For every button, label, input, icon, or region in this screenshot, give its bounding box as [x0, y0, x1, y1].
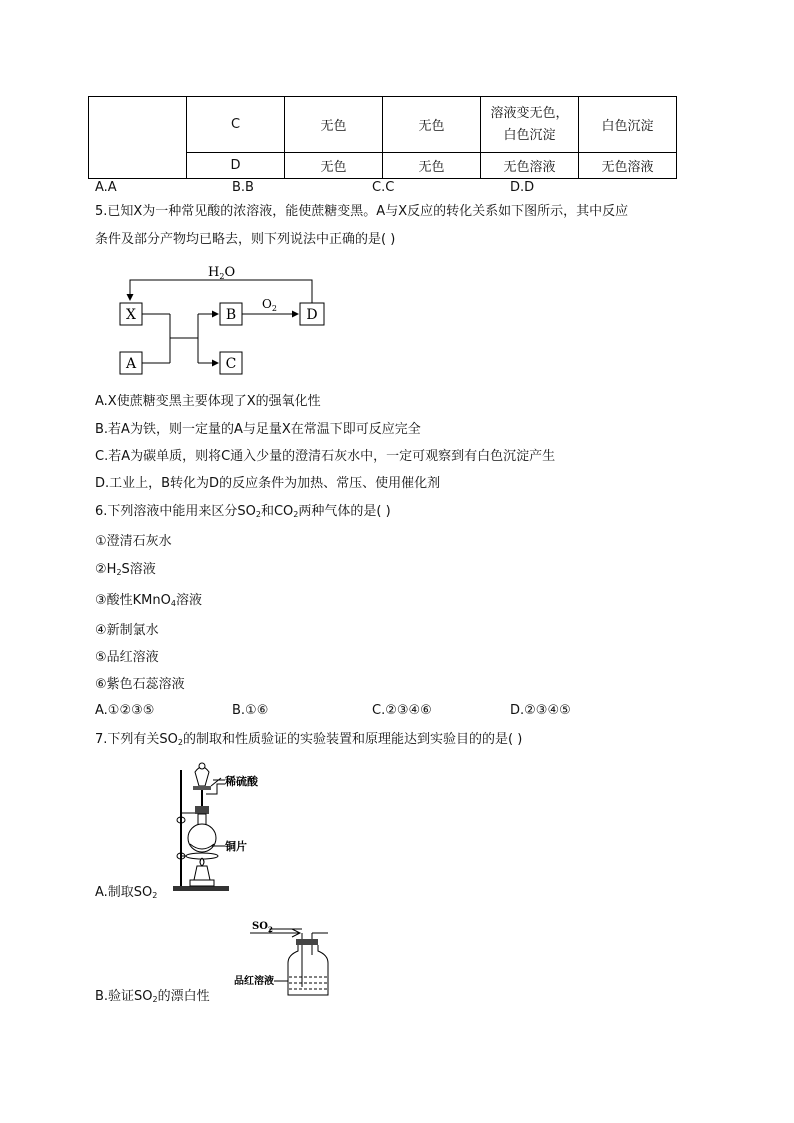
q5-stem-line2: 条件及部分产物均已略去，则下列说法中正确的是( ) [95, 232, 396, 247]
q7-apparatus-a [165, 758, 285, 898]
q4-option-d[interactable]: D.D [510, 180, 535, 195]
table-cell: C [187, 97, 285, 153]
q4-option-a[interactable]: A.A [95, 180, 117, 195]
q6-option-a[interactable]: A.①②③⑤ [95, 703, 155, 718]
q6-option-d[interactable]: D.②③④⑤ [510, 703, 571, 718]
table-cell: 无色 [383, 153, 481, 179]
table-cell: D [187, 153, 285, 179]
table-cell: 无色 [285, 97, 383, 153]
q4-option-b[interactable]: B.B [232, 180, 254, 195]
label-copper: 铜片 [225, 840, 247, 853]
q5-reaction-diagram [110, 260, 340, 380]
table-cell: 无色溶液 [481, 153, 579, 179]
table-cell-line: 溶液变无色， [490, 105, 569, 121]
table-cell [481, 97, 579, 153]
table-row [89, 97, 677, 153]
label-dilute-acid: 稀硫酸 [225, 775, 258, 788]
q7-option-b[interactable]: B.验证$SO_2$的漂白性 [95, 989, 210, 1004]
q6-item-4: ④新制氯水 [95, 623, 159, 638]
q6-stem: 6.下列溶液中能用来区分$SO_2$和$CO_2$两种气体的是( ) [95, 504, 391, 519]
q6-option-c[interactable]: C.②③④⑥ [372, 703, 432, 718]
q6-option-b[interactable]: B.①⑥ [232, 703, 269, 718]
q5-option-c[interactable]: C.若A为碳单质，则将C通入少量的澄清石灰水中，一定可观察到有白色沉淀产生 [95, 449, 556, 464]
box-x-label: X [126, 307, 136, 323]
label-fuchsin-solution: 品红溶液 [234, 976, 274, 987]
h2o-arrow [130, 280, 312, 303]
q6-item-6: ⑥紫色石蕊溶液 [95, 677, 185, 692]
table-cell: 无色溶液 [579, 153, 677, 179]
table-blank-cell [89, 97, 187, 179]
q6-item-1: ①澄清石灰水 [95, 534, 172, 549]
q5-option-d[interactable]: D.工业上，B转化为D的反应条件为加热、常压、使用催化剂 [95, 476, 441, 491]
q5-option-a[interactable]: A.X使蔗糖变黑主要体现了X的强氧化性 [95, 394, 321, 409]
q7-option-a[interactable]: A.制取$SO_2$ [95, 885, 158, 900]
box-b-label: B [225, 307, 237, 323]
box-d-label: D [306, 307, 318, 323]
box-a-label: A [125, 356, 137, 372]
box-c-label: C [225, 356, 237, 372]
table-cell-line: 白色沉淀 [503, 127, 556, 143]
q6-item-5: ⑤品红溶液 [95, 650, 159, 665]
q4-option-c[interactable]: C.C [372, 180, 395, 195]
q7-apparatus-b [232, 915, 342, 1005]
q6-item-2: $②H_2S$溶液 [95, 562, 156, 577]
q7-stem: 7.下列有关$SO_2$的制取和性质验证的实验装置和原理能达到实验目的的是( ) [95, 732, 523, 747]
q5-option-b[interactable]: B.若A为铁，则一定量的A与足量X在常温下即可反应完全 [95, 422, 421, 437]
q5-stem-line1: 5.已知X为一种常见酸的浓溶液，能使蔗糖变黑。A与X反应的转化关系如下图所示，其中反应 [95, 204, 629, 219]
o2-label: $O_2$ [262, 297, 277, 313]
q6-item-3: ③酸性KMnO$_4$溶液 [95, 593, 202, 608]
table-cell: 无色 [285, 153, 383, 179]
table-cell: 白色沉淀 [579, 97, 677, 153]
h2o-label: $H_2O$ [208, 265, 236, 281]
label-so2: $SO_2$ [252, 921, 273, 934]
table-cell: 无色 [383, 97, 481, 153]
answer-table [88, 96, 677, 179]
